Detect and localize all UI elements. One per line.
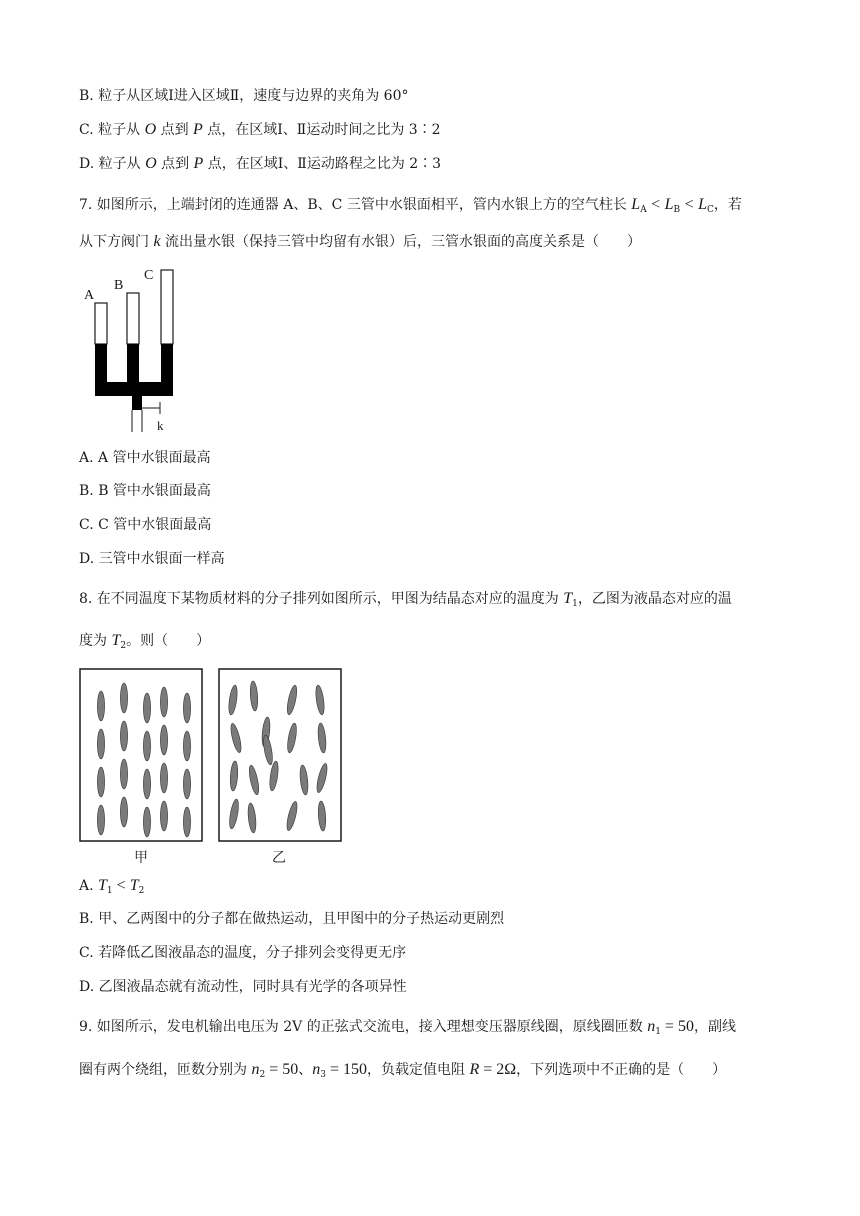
- q6-option-d: D. 粒子从 O 点到 P 点，在区域Ⅰ、Ⅱ运动路程之比为 2∶3: [79, 155, 442, 172]
- q9-stem-line-2: 圈有两个绕组，匝数分别为 $n_2 = 50$、$n_3 = 150$，负载定值电阻 R = 2Ω，下列选项中不正确的是（ ）: [79, 1061, 727, 1080]
- molecule: [97, 729, 104, 759]
- drain-pipe: [132, 394, 142, 410]
- q7-option-c: C. C 管中水银面最高: [79, 517, 212, 533]
- molecule: [160, 801, 167, 831]
- molecule: [120, 721, 127, 751]
- q7-option-a: A. A 管中水银面最高: [79, 450, 211, 466]
- molecule: [183, 807, 190, 837]
- tube-b: [127, 293, 139, 394]
- panel-label-jia: 甲: [134, 851, 148, 866]
- tube-label-a: A: [84, 288, 95, 303]
- q8-option-c: C. 若降低乙图液晶态的温度，分子排列会变得更无序: [79, 945, 407, 961]
- molecule: [143, 731, 150, 761]
- molecule: [143, 807, 150, 837]
- molecule: [120, 759, 127, 789]
- q6-option-b: B. 粒子从区域Ⅰ进入区域Ⅱ，速度与边界的夹角为 60°: [79, 88, 409, 104]
- tube-label-b: B: [114, 278, 124, 293]
- q6-option-c: C. 粒子从 O 点到 P 点，在区域Ⅰ、Ⅱ运动时间之比为 3∶2: [79, 121, 441, 138]
- q8-stem-line-1: 8. 在不同温度下某物质材料的分子排列如图所示，甲图为结晶态对应的温度为 $T_1$，乙图为液晶态对应的温: [79, 590, 732, 609]
- molecule: [183, 693, 190, 723]
- molecule: [143, 769, 150, 799]
- q8-molecule-arrangement-figure: [78, 666, 344, 870]
- molecule: [97, 691, 104, 721]
- molecule: [160, 725, 167, 755]
- molecule: [183, 731, 190, 761]
- valve-label-k: k: [157, 418, 164, 433]
- molecule: [97, 767, 104, 797]
- molecule: [143, 693, 150, 723]
- tube-a: [95, 303, 107, 394]
- q7-stem-line-2: 从下方阀门 k 流出量水银（保持三管中均留有水银）后，三管水银面的高度关系是（ ）: [79, 233, 642, 250]
- molecule: [183, 769, 190, 799]
- tube-c: [161, 270, 173, 394]
- q8-option-a: A. $T_1 < T_2$: [79, 877, 145, 896]
- q7-option-b: B. B 管中水银面最高: [79, 483, 211, 499]
- molecule: [120, 797, 127, 827]
- molecule: [97, 805, 104, 835]
- q7-option-d: D. 三管中水银面一样高: [79, 551, 225, 567]
- mercury-bottom-connector: [95, 382, 173, 396]
- q8-stem-line-2: 度为 $T_2$。则（ ）: [79, 632, 211, 651]
- q7-stem-line-1: 7. 如图所示，上端封闭的连通器 A、B、C 三管中水银面相平，管内水银上方的空气柱长 $L_A < L_B < L_C$，若: [79, 196, 742, 215]
- molecule: [160, 763, 167, 793]
- tube-label-c: C: [144, 268, 154, 283]
- q8-option-d: D. 乙图液晶态就有流动性，同时具有光学的各项异性: [79, 979, 407, 995]
- panel-label-yi: 乙: [272, 851, 286, 866]
- q9-stem-line-1: 9. 如图所示，发电机输出电压为 2V 的正弦式交流电，接入理想变压器原线圈，原线圈匝数 $n_1 = 50$，副线: [79, 1018, 736, 1037]
- molecule: [120, 683, 127, 713]
- q7-connected-vessel-figure: [78, 262, 188, 440]
- q8-option-b: B. 甲、乙两图中的分子都在做热运动，且甲图中的分子热运动更剧烈: [79, 911, 505, 927]
- molecule: [160, 687, 167, 717]
